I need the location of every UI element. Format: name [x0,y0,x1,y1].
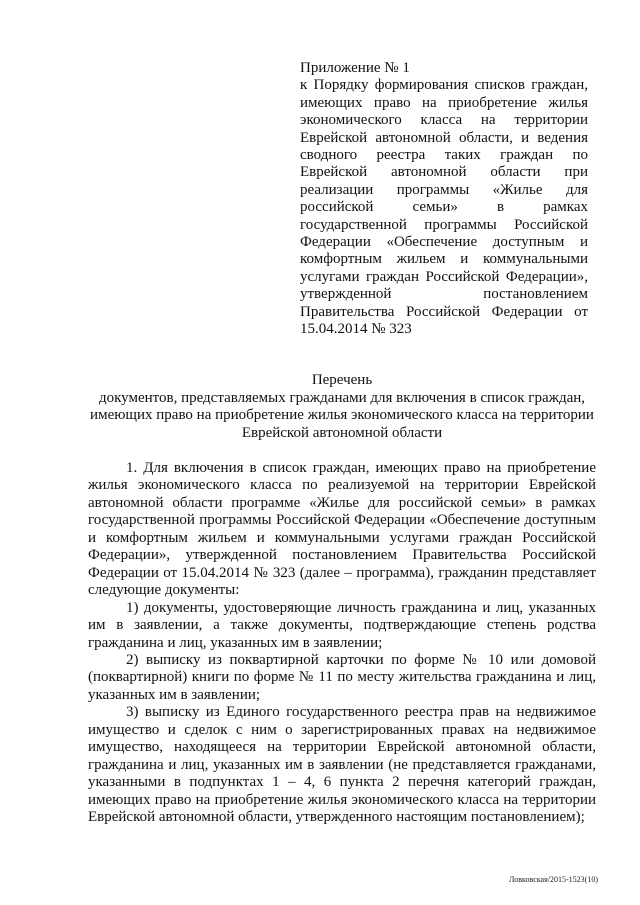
appendix-title: Приложение № 1 [300,60,410,76]
heading-word: Перечень [311,372,373,388]
paragraph-item-1: 1) документы, удостоверяющие личность гражданина и лиц, указанных им в заявлении, а также документы, подтверждающие степень родства гражданина и лиц, указанных им в заявлении; [88,599,596,651]
heading-text: документов, представляемых гражданами для включения в список граждан, имеющих право на приобретение жилья экономического класса на территории Еврейской автономной области [90,389,594,441]
appendix-block [300,60,588,339]
paragraph-intro: 1. Для включения в список граждан, имеющих право на приобретение жилья экономического класса по реализуемой на территории Еврейской автономной области программе «Жилье для российской семьи» в рамках государственной программы Российской Федерации «Обеспечение доступным и комфортным жильем и коммунальными услугами граждан Российской Федерации», утвержденной постановлением Правительства Российской Федерации от 15.04.2014 № 323 (далее – программа), гражданин представляет следующие документы: [88,460,596,599]
paragraph-item-2: 2) выписку из поквартирной карточки по форме № 10 или домовой (поквартирной) книги по форме № 11 по месту жительства гражданина и лиц, указанных им в заявлении; [88,651,596,703]
document-content [88,460,596,827]
footer-code: Ловковская/2015-1523(10) [509,875,598,884]
document-heading [88,372,596,442]
appendix-body: к Порядку формирования списков граждан, имеющих право на приобретение жилья экономического класса на территории Еврейской автономной области, и ведения сводного реестра таких граждан по Еврейской автономной области при реализации программы «Жилье для российской семьи» в рамках государственной программы Российской Федерации «Обеспечение доступным и комфортным жильем и коммунальными услугами граждан Российской Федерации», утвержденной постановлением Правительства Российской Федерации от 15.04.2014 № 323 [300,77,588,338]
paragraph-item-3: 3) выписку из Единого государственного реестра прав на недвижимое имущество и сделок с ним о зарегистрированных правах на недвижимое имущество, находящееся на территории Еврейской автономной области, гражданина и лиц, указанных им в заявлении (не представляется гражданами, указанными в подпунктах 1 – 4, 6 пункта 2 перечня категорий граждан, имеющих право на приобретение жилья экономического класса на территории Еврейской автономной области, утвержденного настоящим постановлением); [88,704,596,826]
